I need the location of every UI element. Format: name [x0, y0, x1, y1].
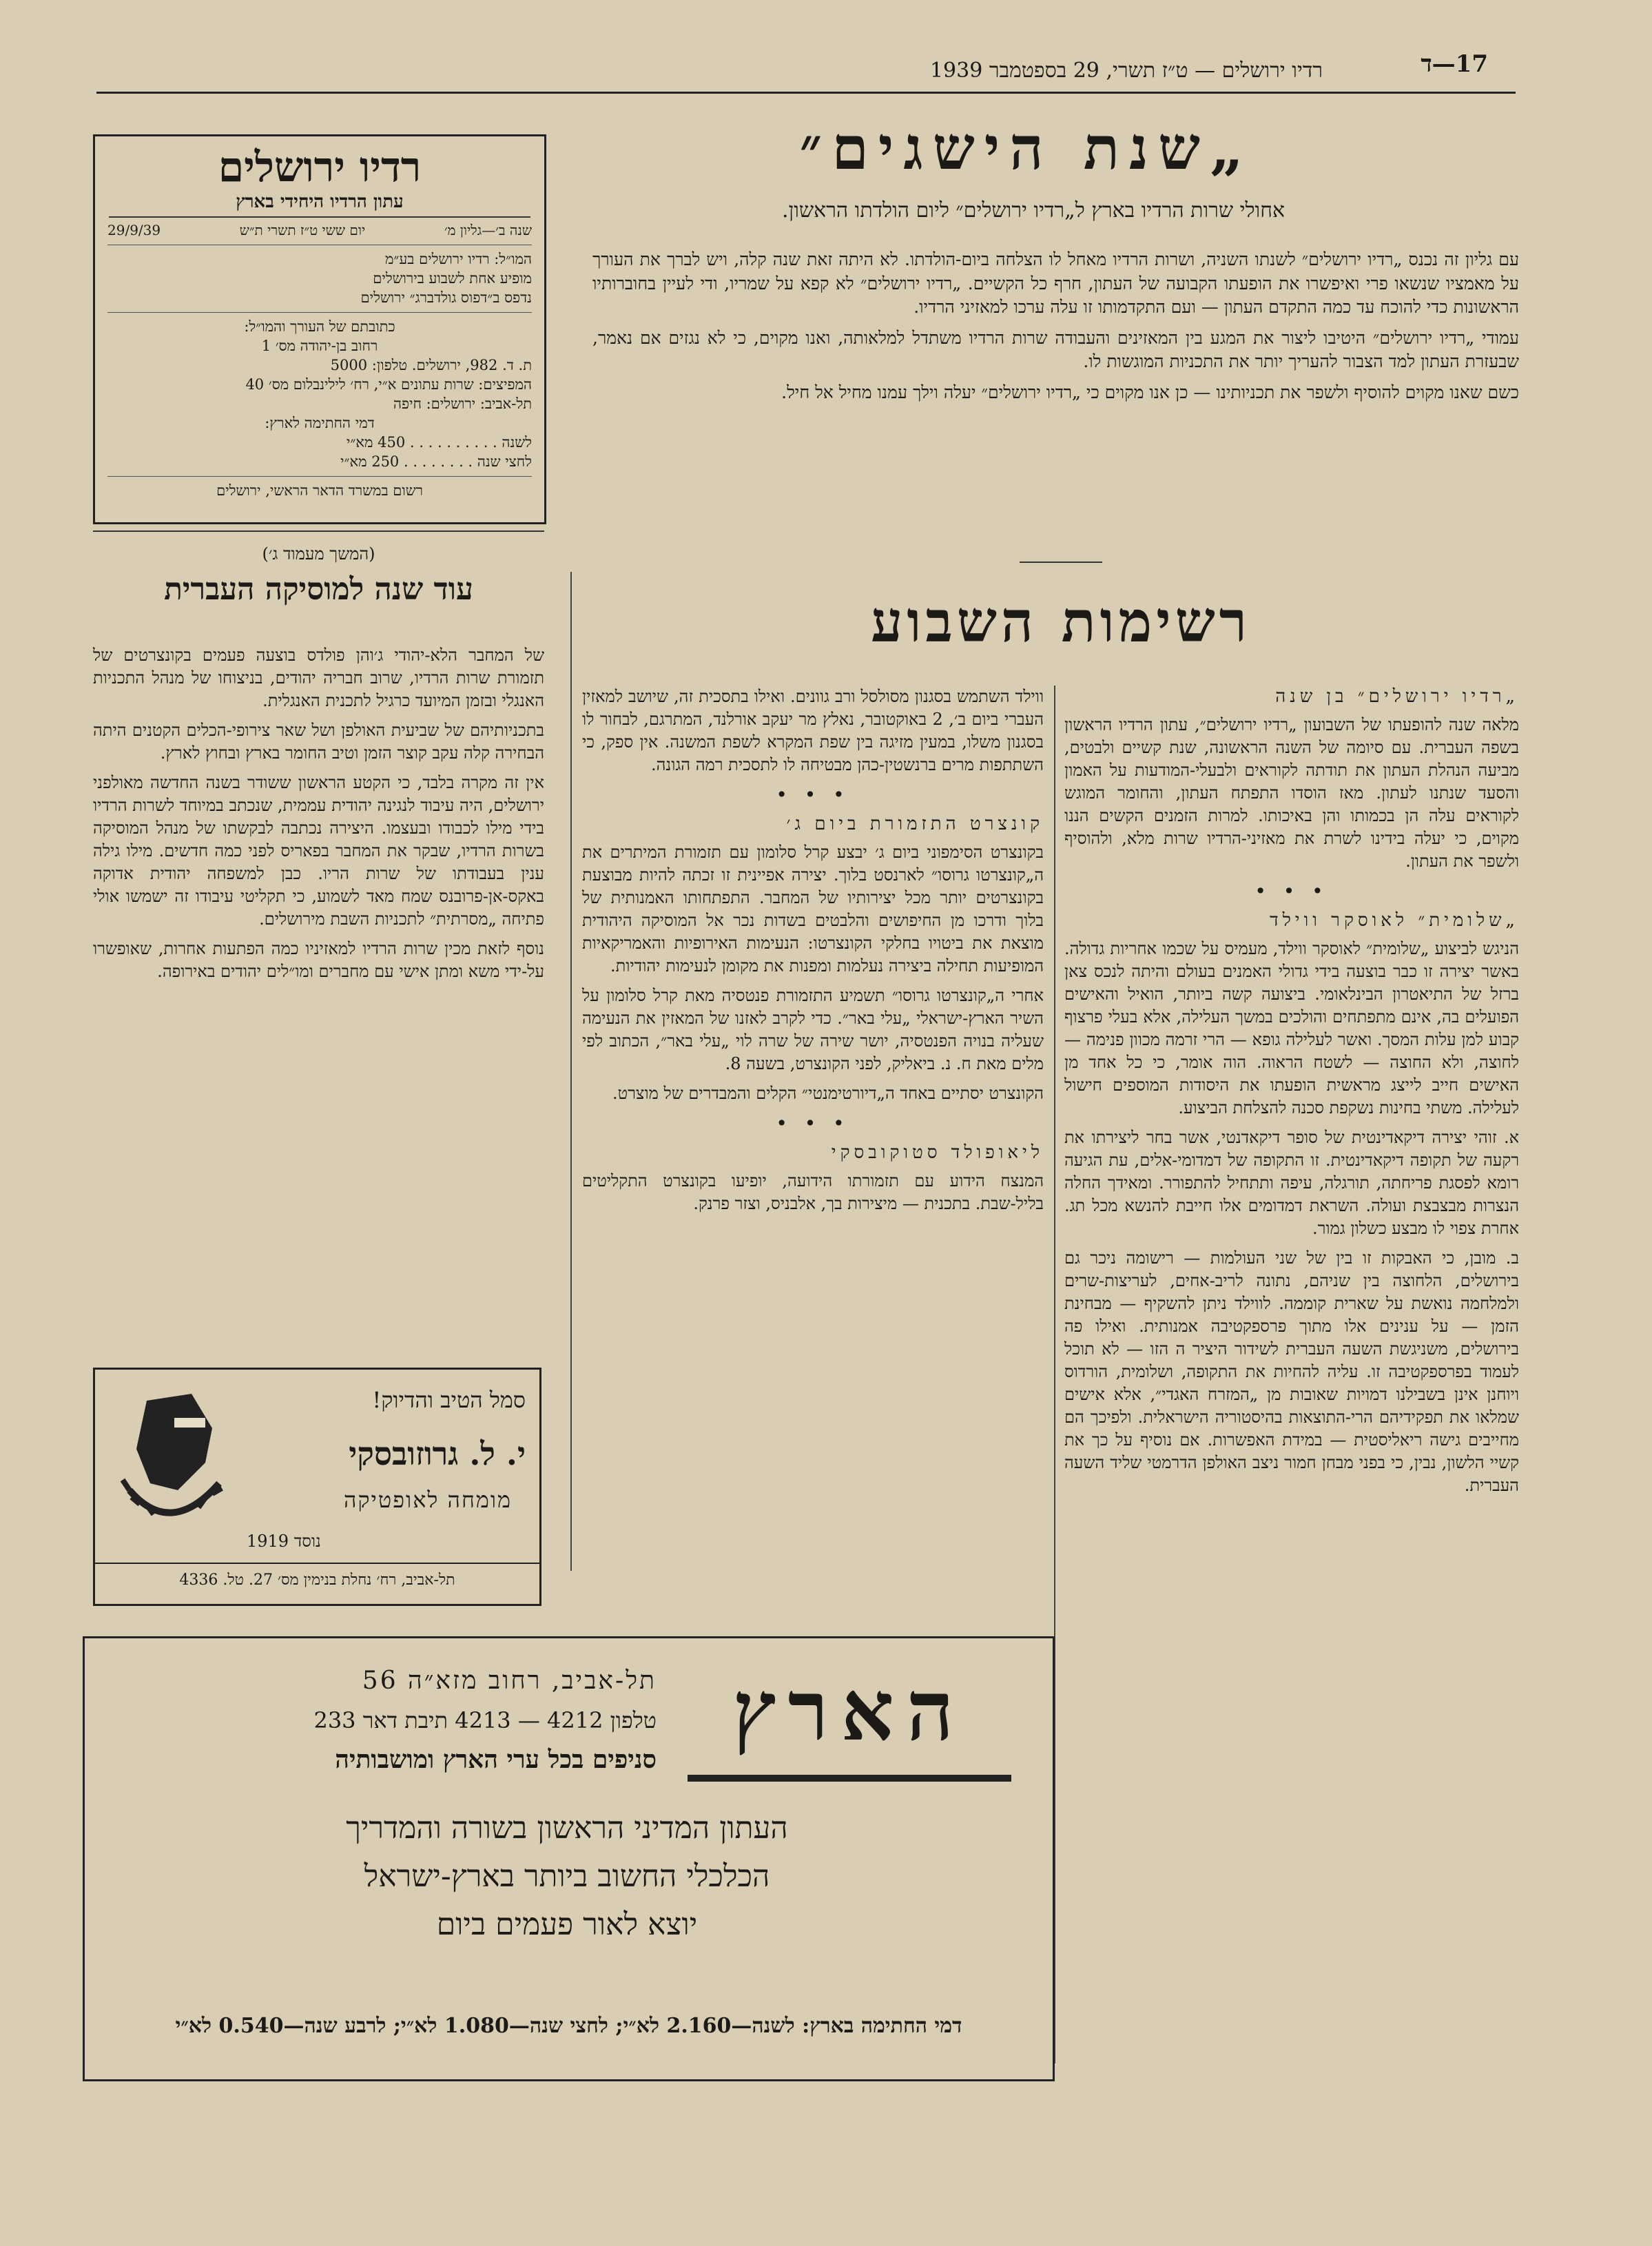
optician-ad	[93, 1368, 541, 1606]
haaretz-slogan: הכלכלי החשוב ביותר בארץ-ישראל	[364, 1859, 770, 1894]
date-line: רדיו ירושלים — ט״ז תשרי, 29 בספטמבר 1939	[929, 59, 1323, 83]
lead-title: „שנת הישגים״	[799, 114, 1254, 183]
weekly-column-middle	[582, 686, 1044, 1222]
section-dots: • • •	[776, 1112, 850, 1135]
haaretz-logo: הארץ	[732, 1662, 967, 1760]
issue-day: יום ששי ט״ז תשרי ת״ש	[239, 222, 366, 238]
lead-paragraph: עמודי „רדיו ירושלים״ היטיבו ליצור את המגע בין המאזינים והעבודה שרות הרדיו משתדל למלאותה, ואנו מקוים, כי לא נגזים אם נאמר, שבעזרת העתון למד הצבור להעריך יותר את התכניות המוגשות לו.	[592, 327, 1519, 371]
weekly-column-right	[1064, 686, 1519, 1504]
article-paragraph: הקונצרט יסתיים באחד ה„דיורטימנטי״ הקלים והמבדרים של מוצרט.	[612, 1084, 1044, 1103]
article-paragraph: בקונצרט הסימפוני ביום ג׳ יבצע קרל סלומון עם תזמורת המיתרים את ה„קונצרטו גרוסו״ לארנסט בלוך. יצירה אפיינית זו זכתה להיות מבוצעת בקונצרטים יותר מכל יצירותיו של המחבר. התפתחותו האמנותית של בלוך ודרכו מן החיפושים והלבטים בשדות נכר אל המוסיקה היהודית מוצאת את ביטויו בחלקי הקונצרטו: הנעימות האירופיות והאמריקאיות המופיעות תחילה ביצירה נעלמות ומפנות את מקומן לנעימות יהודיות.	[582, 843, 1044, 976]
page-header	[96, 38, 1516, 100]
page-number: 17—ד	[1421, 50, 1488, 78]
haaretz-slogan: העתון המדיני הראשון בשורה והמדריך	[346, 1811, 788, 1846]
article-paragraph: של המחבר הלא-יהודי ג׳והן פולדס בוצעה פעמים בקונצרטים של תזמורת שרות הרדיו, שרוב חבריה יהודים, בניצוחו של מנהל התכניות האנגלי ובזמן המיועד כרגיל לתכנית האנגלית.	[93, 646, 544, 710]
publisher: המו״ל: רדיו ירושלים בע״מ	[384, 251, 532, 267]
section-dots: • • •	[1255, 880, 1329, 903]
ad-founded: נוסד 1919	[247, 1532, 321, 1551]
column-rule	[570, 572, 572, 1571]
frequency: מופיע אחת לשבוע בירושלים	[373, 270, 532, 287]
printer: נדפס ב״דפוס גולדברג״ ירושלים	[360, 289, 532, 306]
lead-divider	[1020, 562, 1102, 563]
haaretz-ad	[83, 1636, 1055, 2081]
section-heading: ליאופולד סטוקובסקי	[831, 1142, 1044, 1163]
lead-paragraph: עם גליון זה נכנס „רדיו ירושלים״ לשנתו השניה, ושרות הרדיו מאחל לו הצלחה ביום-הולדתו. לא היתה זאת שנה קלה, ויש לברך את העורך על מאמציו שנשאו פרי ואיפשרו את הופעתו הקבועה של העתון, חרף כל הקשיים. „רדיו ירושלים״ לא קפא על שמריו, ודי לעיין בחוברותיו הראשונות כדי להוכח עד כמה התקדם העתון — ועם התקדמותו זו עלה ערכו למאזיני הרדיו.	[592, 249, 1519, 317]
section-heading: „שלומית״ לאוסקר ווילד	[1270, 910, 1519, 931]
subscription-title: דמי החתימה לארץ:	[265, 415, 375, 431]
issue-date: 29/9/39	[107, 222, 161, 238]
article-paragraph: המנצח הידוע עם תזמורתו הידועה, יופיעו בקונצרט התקליטים בליל-שבת. בתכנית — מיצירות בך, אלבניס, וצזר פרנק.	[582, 1171, 1044, 1213]
subscription-year: לשנה . . . . . . . . . . 450 מא״י	[346, 434, 532, 451]
registration: רשום במשרד הדאר הראשי, ירושלים	[216, 482, 423, 499]
haaretz-phone: טלפון 4212 — 4213 תיבת דאר 233	[313, 1707, 657, 1733]
issue-volume: שנה ב׳—גליון מ׳	[444, 222, 532, 238]
haaretz-logo-underline	[688, 1775, 1011, 1782]
continued-note: (המשך מעמוד ג׳)	[262, 544, 375, 564]
haaretz-address: תל-אביב, רחוב מזא״ה 56	[362, 1667, 657, 1695]
article-paragraph: אחרי ה„קונצרטו גרוסו״ תשמיע התזמורת פנטסיה מאת קרל סלומון על השיר הארץ-ישראלי „עלי באר״. כדי לקרב לאזנו של המאזין את הנעימה שעליה בנויה הפנטסיה, יושר שירה של שרה לוי „עלי באר״, הכתוב לפי מלים מאת ח. נ. ביאליק, לפני הקונצרט, בשעה 8.	[582, 986, 1044, 1073]
article-paragraph: אין זה מקרה בלבד, כי הקטע הראשון ששודר בשנה החדשה מאולפני ירושלים, היה עיבוד לנגינה יהודית עממית, שנכתב במיוחד לשרות הרדיו בידי מילו לכבודו ובעצמו. היצירה נכתבה לבקשתו של מנהל המוסיקה בשרות הרדיו, שבקר את המחבר בפאריס לפני כמה חדשים. מילו גילה ענין בעבודתו של שרות הריו. כבן למשפחה יהודית אדוקה באקס-אן-פרובנס שמח מאד לשמוע, כי תקליטי עיבודו זה ישמשו אולי פתיחה „מסרתית״ לתכניות השבת מירושלים.	[93, 773, 544, 929]
divider	[107, 312, 532, 313]
optician-logo-icon	[109, 1380, 233, 1532]
weekly-title: רשימות השבוע	[870, 589, 1252, 655]
ad-profession: מומחה לאופטיקה	[343, 1487, 512, 1513]
ad-slogan: סמל הטיב והדיוק!	[372, 1387, 526, 1413]
ad-name: י. ל. גרוזובסקי	[349, 1435, 526, 1472]
subscription-half: לחצי שנה . . . . . . . . 250 מא״י	[340, 453, 532, 470]
section-dots: • • •	[776, 783, 850, 806]
lead-subtitle: אחולי שרות הרדיו בארץ ל„רדיו ירושלים״ ליום הולדתו הראשון.	[782, 198, 1285, 223]
music-article	[93, 644, 544, 990]
masthead-name: רדיו ירושלים	[218, 143, 422, 192]
ad-address-rule	[95, 1563, 539, 1564]
ad-address: תל-אביב, רח׳ נחלת בנימין מס׳ 27. טל. 4336	[179, 1572, 455, 1589]
haaretz-slogan: יוצא לאור פעמים ביום	[436, 1907, 698, 1942]
address-title: כתובתם של העורך והמו״ל:	[244, 318, 395, 335]
section-heading: קונצרט התזמורת ביום ג׳	[786, 814, 1044, 834]
section-heading: „רדיו ירושלים״ בן שנה	[1275, 686, 1519, 707]
distribution-cities: תל-אביב: ירושלים: חיפה	[393, 395, 532, 412]
distributors: המפיצים: שרות עתונים א״י, רח׳ לילינבלום מס׳ 40	[245, 376, 532, 393]
header-rule	[96, 92, 1516, 94]
divider	[107, 476, 532, 477]
article-paragraph: ווילד השתמש בסגנון מסולסל ורב גוונים. ואילו בתסכית זה, שיושב למאזין העברי ביום ב׳, 2 באוקטובר, נאלץ מר יעקב אורלנד, המתרגם, לבחור לו בסגנון משלו, במעין מזיגה בין שפת המקרא לשפת המשנה. אין ספק, כי השתתפות מרים ברנשטין-כהן מבטיחה לו לתסכית רמה הגונה.	[582, 687, 1044, 774]
masthead-box	[93, 134, 546, 524]
article-paragraph: מלאה שנה להופעתו של השבועון „רדיו ירושלים״, עתון הרדיו הראשון בשפה העברית. עם סיומה של השנה הראשונה, שנת קשיים ולבטים, מביעה הנהלת העתון את תודתה לקוראים ולבעלי-המודעות על האמון והסעד שנתנו לעתון. מאז הוסדו התפתח העתון, והחומר המוגש לקוראים עלה הן בכמותו והן באיכותו. למרות הזמנים הקשים הננו מקוים, כי יעלה בידינו לשרת את מאזיני-הרדיו שרות מלא, ולהוסיף ולשפר את העתון.	[1064, 715, 1519, 871]
masthead-subtitle: עתון הרדיו היחידי בארץ	[109, 192, 530, 218]
article-paragraph: ב. מובן, כי האבקות זו בין של שני העולמות — רישומה ניכר גם בירושלים, הלחוצה בין שניהם, נתונה לריב-אחים, לעריצות-שרים ולמלחמה נואשת על שארית קוממה. לווילד ניתן להשקיף — מבחינת הזמן — על ענינים אלו מתוך פרספקטיבה אמנותית. ואילו פה בירושלים, משניגשת השעה העברית לשידור היציר ה הזו — לא תוכל לעמוד בפרספקטיבה זו. עליה להחיות את התקופה, ושלומית, הורדוס ויוחנן אינן בשבילנו דמויות שאובות מן „המזרח האגדי״, אלא אישים שמלאו את תפקידיהם הרי-התוצאות בהיסטוריה הישראלית. ולפיכך הם מחייבים גישה ריאליסטית — במידת האפשרות. אם נוסיף על כך את קשיי הלשון, נבין, כי בפני מבחן חמור ניצב האולפן הדרמטי שליד השעה העברית.	[1064, 1248, 1519, 1495]
lead-article	[592, 248, 1519, 411]
haaretz-prices: דמי החתימה בארץ: לשנה—2.160 לא״י; לחצי שנה—1.080 לא״י; לרבע שנה—0.540 לא״י	[175, 2014, 962, 2038]
lead-paragraph: כשם שאנו מקוים להוסיף ולשפר את תכניותינו — כן אנו מקוים כי „רדיו ירושלים״ יעלה וילך עמנו מחיל אל חיל.	[781, 382, 1519, 402]
article-paragraph: א. זוהי יצירה דיקאדינטית של סופר דיקאדנטי, אשר בחר ליצירתו את רקעה של תקופה דיקאדינטית. זו התקופה של דמדומי-אלים, עת הגיעה רומא לפסגת פריחתה, תורגלה, עיפה ותתחיל להתפורר. ומאידך החלה הנצרות מבצבצת ועולה. השראת דמדומים אלו חייבת להנשא מכל תג. אחרת צפוי לו מבצע כשלון גמור.	[1064, 1128, 1519, 1238]
article-paragraph: הניגש לביצוע „שלומית״ לאוסקר ווילד, מעמיס על שכמו אחריות גדולה. באשר יצירה זו כבר בוצעה בידי גדולי האמנים בעולם והיתה לנכס צאן ברזל של התיאטרון הבינלאומי. ביצועה קשה ביותר, הואיל והאישים הפועלים בה, אינם מתפתחים והולכים במשך העלילה, אלא בעלי פרצוף קבוע למן עלות המסך. ואשר לעלילה גופא — הרי זרמה מכוון פנימה — לחוצה, ולא החוצה — לשטח הראוה. הוה אומר, כי כל אחד מן האישים חייב לייצג מראשית הופעתו את היסודות המוספים חישול לעלילה. משתי בחינות נשקפת סכנה להצלחת הביצוע.	[1064, 939, 1519, 1117]
article-paragraph: נוסף לזאת מכין שרות הרדיו למאזיניו כמה הפתעות אחרות, שאופשרו על-ידי משא ומתן אישי עם מחברים ומו״לים יהודים באירופה.	[93, 939, 544, 981]
music-title: עוד שנה למוסיקה העברית	[164, 572, 473, 607]
left-column-rule	[93, 530, 544, 532]
issue-info	[107, 222, 532, 239]
pobox: ת. ד. 982, ירושלים. טלפון: 5000	[330, 357, 532, 373]
article-paragraph: בתכניותיהם של שביעית האולפן ושל שאר צירופי-הכלים הקטנים היתה הבחירה קלה עקב קוצר הזמן וטיב החומר בארץ ובחוץ לארץ.	[93, 721, 544, 763]
address: רחוב בן-יהודה מס׳ 1	[261, 338, 378, 354]
haaretz-branches: סניפים בכל ערי הארץ ומושבותיה	[335, 1745, 657, 1774]
